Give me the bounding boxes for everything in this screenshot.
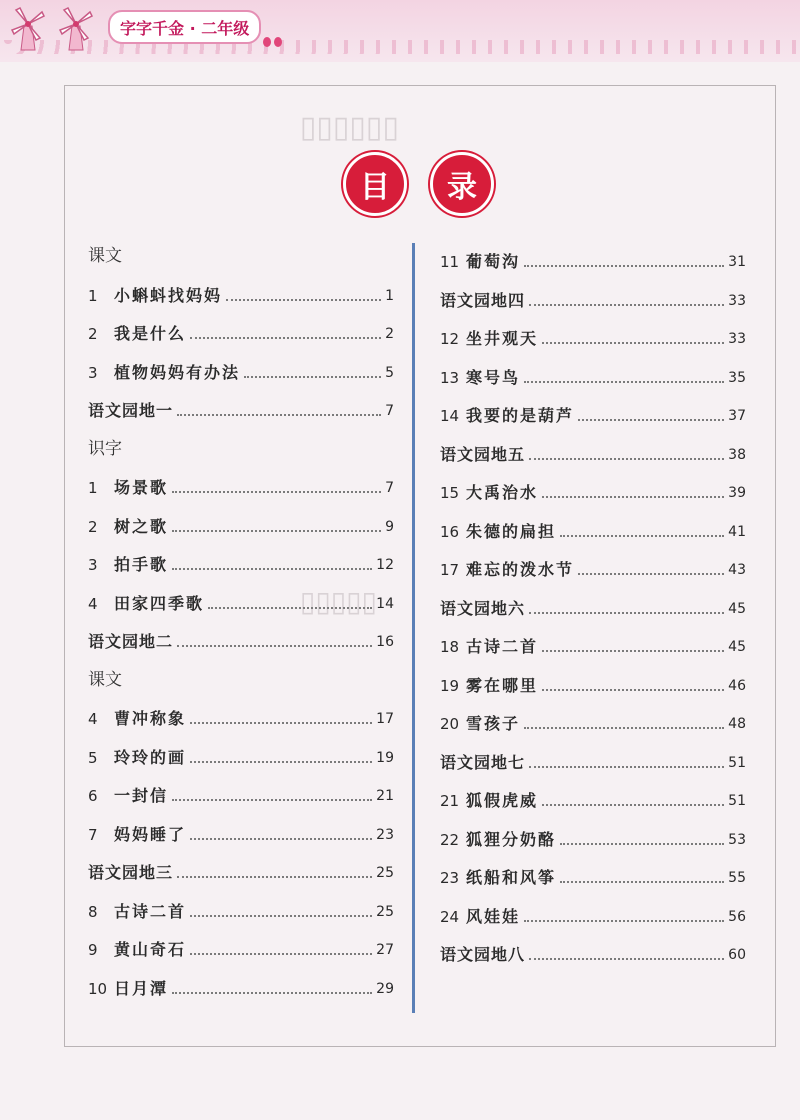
toc-entry[interactable] — [440, 402, 746, 426]
toc-entry[interactable] — [440, 325, 746, 349]
entry-title: 植物妈妈有办法 — [114, 362, 241, 382]
dot-leader — [578, 573, 724, 575]
entry-title: 葡萄沟 — [466, 252, 521, 271]
entry-title: 我是什么 — [114, 324, 187, 343]
entry-page-number: 9 — [385, 518, 394, 535]
entry-page-number: 51 — [728, 754, 746, 771]
dot-leader — [529, 458, 724, 460]
entry-title: 大禹治水 — [466, 483, 539, 502]
toc-entry[interactable] — [440, 864, 746, 888]
dot-leader — [190, 761, 372, 763]
toc-entry[interactable] — [88, 859, 394, 883]
toc-entry[interactable] — [88, 744, 394, 768]
entry-title: 雾在哪里 — [466, 675, 539, 695]
toc-entry[interactable] — [88, 936, 394, 960]
entry-title: 语文园地四 — [440, 290, 526, 310]
toc-entry[interactable] — [440, 749, 746, 773]
entry-page-number: 5 — [385, 364, 394, 381]
entry-title: 我要的是葫芦 — [466, 406, 575, 425]
dot-leader — [172, 530, 381, 532]
entry-page-number: 46 — [728, 677, 746, 694]
entry-number: 2 — [88, 325, 98, 343]
column-divider — [412, 243, 415, 1013]
toc-entry[interactable] — [440, 903, 746, 927]
entry-page-number: 45 — [728, 639, 746, 655]
entry-number: 16 — [440, 522, 460, 541]
toc-entry[interactable] — [88, 782, 394, 806]
entry-page-number: 56 — [728, 908, 746, 925]
entry-page-number: 38 — [728, 446, 746, 463]
toc-entry[interactable] — [88, 474, 394, 498]
dot-leader — [172, 491, 381, 493]
dot-leader — [177, 876, 372, 878]
dot-leader — [560, 535, 724, 537]
entry-title: 语文园地七 — [440, 752, 526, 772]
entry-number: 13 — [440, 368, 460, 387]
entry-title: 纸船和风筝 — [466, 868, 557, 887]
toc-entry[interactable] — [440, 248, 746, 272]
entry-number: 9 — [88, 941, 98, 959]
dot-leader — [542, 650, 724, 652]
entry-number: 8 — [88, 902, 98, 921]
entry-title: 坐井观天 — [466, 329, 539, 348]
toc-entry[interactable] — [88, 513, 394, 537]
entry-number: 7 — [88, 825, 98, 844]
toc-entry[interactable] — [88, 898, 394, 922]
entry-title: 狐假虎威 — [466, 791, 539, 810]
toc-entry[interactable] — [88, 397, 394, 421]
entry-number: 15 — [440, 484, 460, 502]
dot-leader — [524, 265, 724, 267]
entry-title: 语文园地六 — [440, 598, 526, 618]
dot-leader — [190, 337, 381, 339]
brand-tab — [108, 10, 261, 44]
entry-page-number: 16 — [376, 634, 394, 650]
dot-leader — [190, 722, 372, 724]
section-heading: 课文 — [88, 669, 122, 690]
toc-entry[interactable] — [88, 590, 394, 614]
entry-title: 妈妈睡了 — [114, 824, 187, 844]
entry-page-number: 2 — [385, 326, 394, 342]
toc-entry[interactable] — [88, 359, 394, 383]
entry-page-number: 33 — [728, 292, 746, 309]
toc-entry[interactable] — [440, 479, 746, 503]
entry-page-number: 23 — [376, 826, 394, 843]
entry-page-number: 37 — [728, 408, 746, 424]
bleed-through-text: ▯▯▯▯▯▯ — [300, 110, 400, 145]
dot-leader — [529, 766, 724, 768]
entry-page-number: 39 — [728, 485, 746, 501]
entry-title: 风娃娃 — [466, 906, 521, 926]
entry-page-number: 27 — [376, 942, 394, 958]
dot-leader — [542, 689, 724, 691]
dot-leader — [529, 304, 724, 306]
dot-leader — [542, 496, 724, 498]
entry-page-number: 7 — [385, 480, 394, 496]
entry-title: 朱德的扁担 — [466, 521, 557, 541]
toc-entry[interactable] — [440, 556, 746, 580]
entry-number: 1 — [88, 286, 98, 305]
entry-title: 黄山奇石 — [114, 940, 187, 959]
entry-page-number: 41 — [728, 523, 746, 540]
entry-page-number: 45 — [728, 600, 746, 617]
entry-page-number: 12 — [376, 557, 394, 573]
entry-number: 5 — [88, 748, 98, 767]
section-heading: 识字 — [88, 438, 122, 459]
entry-number: 10 — [88, 979, 108, 998]
entry-page-number: 51 — [728, 793, 746, 809]
entry-title: 日月潭 — [114, 978, 169, 998]
entry-title: 语文园地二 — [88, 632, 174, 651]
entry-number: 2 — [88, 517, 98, 536]
entry-page-number: 55 — [728, 870, 746, 886]
dot-leader — [190, 953, 372, 955]
entry-title: 语文园地八 — [440, 945, 526, 964]
entry-number: 14 — [440, 407, 460, 425]
entry-number: 18 — [440, 638, 460, 656]
dot-leader — [578, 419, 724, 421]
toc-entry[interactable] — [440, 364, 746, 388]
entry-page-number: 7 — [385, 403, 394, 419]
entry-page-number: 25 — [376, 903, 394, 920]
entry-title: 狐狸分奶酪 — [466, 829, 557, 849]
entry-number: 12 — [440, 330, 460, 348]
dot-leader — [560, 843, 724, 845]
dot-leader — [542, 342, 724, 344]
toc-entry[interactable] — [88, 320, 394, 344]
entry-number: 21 — [440, 792, 460, 810]
brand-title: 字字千金 · 二年级 — [120, 18, 250, 38]
toc-entry[interactable] — [88, 705, 394, 729]
entry-number: 22 — [440, 830, 460, 849]
entry-title: 寒号鸟 — [466, 367, 521, 387]
entry-page-number: 14 — [376, 595, 394, 612]
dot-leader — [177, 414, 381, 416]
entry-page-number: 53 — [728, 831, 746, 848]
entry-number: 17 — [440, 561, 460, 579]
entry-page-number: 48 — [728, 716, 746, 732]
decor-dots — [260, 32, 282, 51]
windmill-icon — [8, 4, 48, 52]
entry-title: 语文园地三 — [88, 863, 174, 882]
entry-number: 11 — [440, 253, 460, 271]
dot-leader — [208, 607, 372, 609]
dot-leader — [529, 958, 724, 960]
entry-number: 23 — [440, 869, 460, 887]
entry-title: 树之歌 — [114, 516, 169, 536]
title-char-1: 目 — [343, 152, 407, 216]
dot-leader — [190, 838, 372, 840]
entry-page-number: 60 — [728, 947, 746, 963]
entry-number: 3 — [88, 556, 98, 574]
toc-entry[interactable] — [440, 710, 746, 734]
section-heading: 课文 — [88, 246, 122, 266]
entry-title: 小蝌蚪找妈妈 — [114, 285, 223, 305]
toc-entry[interactable] — [88, 821, 394, 845]
entry-number: 1 — [88, 479, 98, 497]
toc-entry[interactable] — [440, 941, 746, 965]
entry-number: 6 — [88, 787, 98, 805]
title-char-2: 录 — [430, 152, 494, 216]
toc-entry[interactable] — [440, 672, 746, 696]
dot-leader — [172, 992, 372, 994]
entry-number: 3 — [88, 363, 98, 382]
dot-leader — [172, 799, 372, 801]
toc-entry[interactable] — [88, 628, 394, 652]
toc-entry[interactable] — [440, 633, 746, 657]
toc-entry[interactable] — [440, 441, 746, 465]
entry-page-number: 35 — [728, 369, 746, 386]
toc-entry[interactable] — [440, 826, 746, 850]
entry-title: 一封信 — [114, 786, 169, 805]
entry-page-number: 43 — [728, 562, 746, 578]
entry-number: 4 — [88, 710, 98, 728]
windmill-icon — [56, 4, 96, 52]
dot-leader — [524, 727, 724, 729]
bleed-through-text: ▯▯▯▯▯ — [300, 585, 378, 618]
entry-title: 语文园地一 — [88, 401, 174, 420]
dot-leader — [190, 915, 372, 917]
dot-leader — [226, 299, 381, 301]
dot-leader — [560, 881, 724, 883]
entry-title: 玲玲的画 — [114, 747, 187, 767]
dot-leader — [542, 804, 724, 806]
dot-leader — [244, 376, 381, 378]
entry-number: 20 — [440, 715, 460, 733]
entry-title: 语文园地五 — [440, 444, 526, 464]
dot-leader — [177, 645, 372, 647]
entry-title: 田家四季歌 — [114, 593, 205, 613]
toc-entry[interactable] — [88, 551, 394, 575]
dot-leader — [172, 568, 372, 570]
toc-entry[interactable] — [440, 518, 746, 542]
entry-page-number: 17 — [376, 711, 394, 727]
entry-page-number: 1 — [385, 287, 394, 304]
dot-leader — [529, 612, 724, 614]
entry-number: 4 — [88, 594, 98, 613]
toc-entry[interactable] — [88, 975, 394, 999]
entry-page-number: 29 — [376, 980, 394, 997]
entry-title: 雪孩子 — [466, 714, 521, 733]
dot-leader — [524, 920, 724, 922]
entry-page-number: 21 — [376, 788, 394, 804]
entry-title: 古诗二首 — [466, 637, 539, 656]
toc-entry[interactable] — [440, 787, 746, 811]
entry-page-number: 33 — [728, 331, 746, 347]
toc-entry[interactable] — [440, 595, 746, 619]
entry-page-number: 19 — [376, 749, 394, 766]
dot-leader — [524, 381, 724, 383]
entry-page-number: 31 — [728, 254, 746, 270]
entry-title: 拍手歌 — [114, 555, 169, 574]
entry-page-number: 25 — [376, 865, 394, 881]
toc-entry[interactable] — [88, 282, 394, 306]
entry-number: 19 — [440, 676, 460, 695]
entry-title: 古诗二首 — [114, 901, 187, 921]
entry-number: 24 — [440, 907, 460, 926]
entry-title: 难忘的泼水节 — [466, 560, 575, 579]
entry-title: 场景歌 — [114, 478, 169, 497]
entry-title: 曹冲称象 — [114, 709, 187, 728]
toc-entry[interactable] — [440, 287, 746, 311]
